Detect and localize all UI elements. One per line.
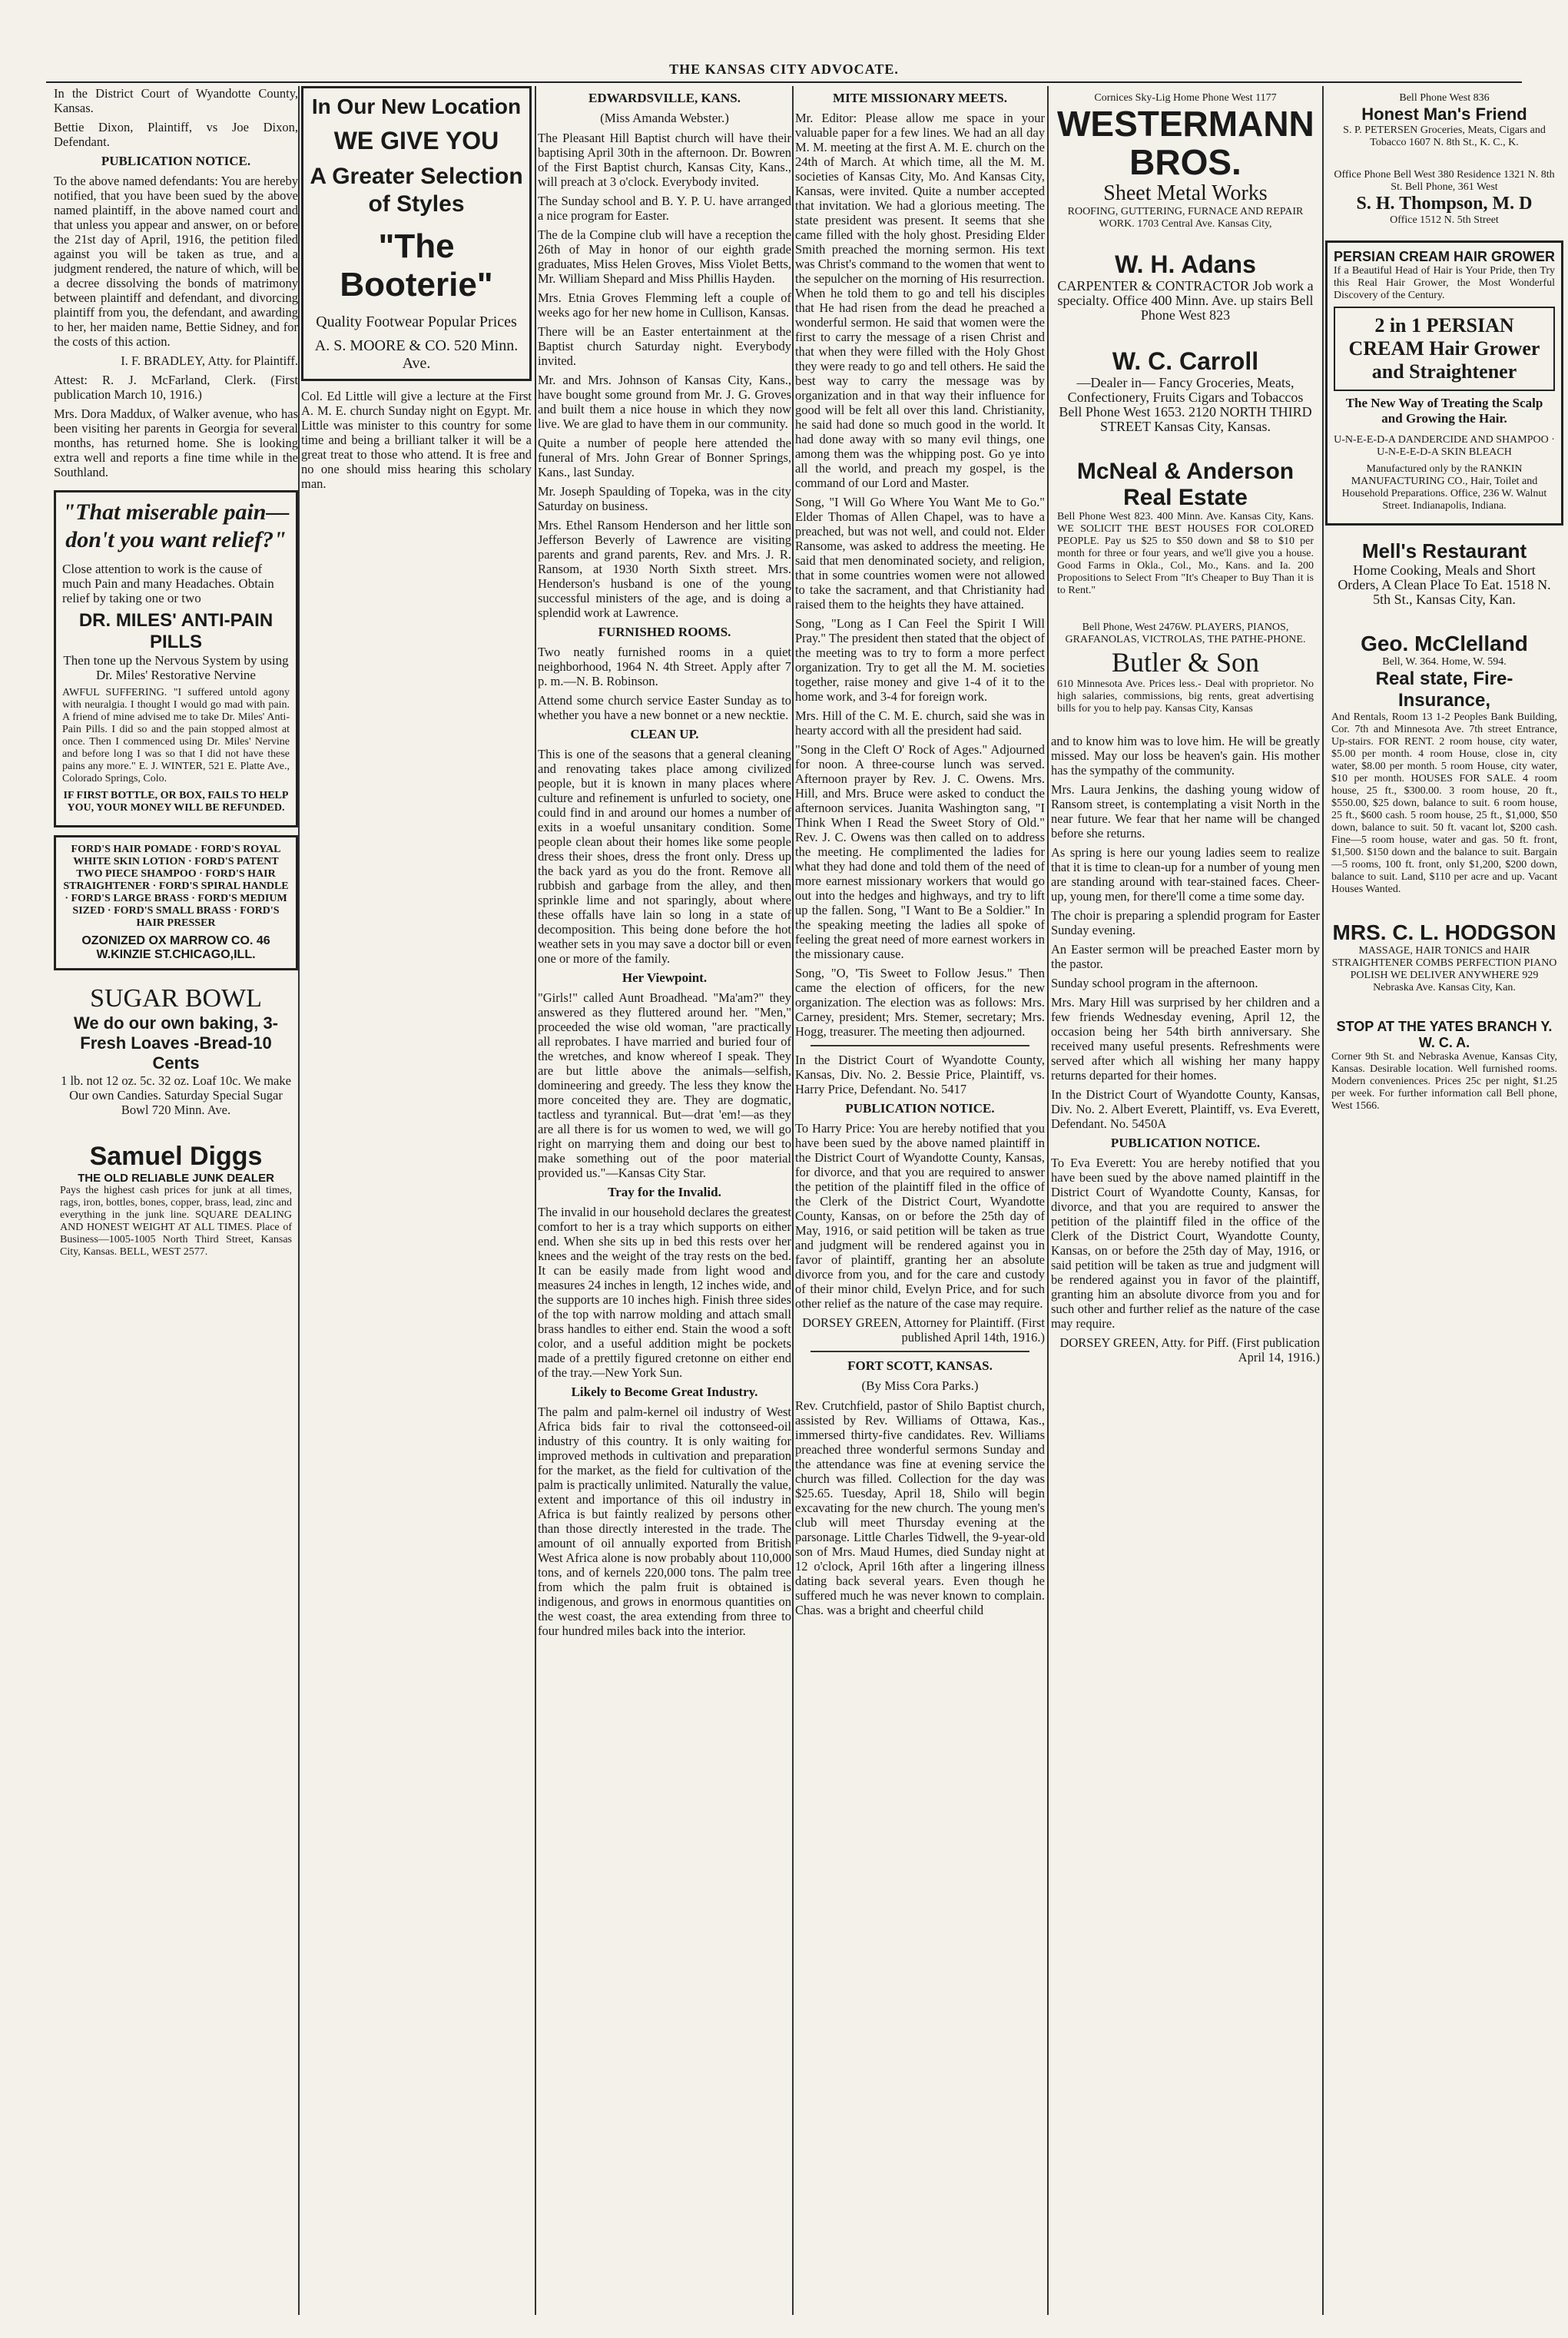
booterie-name: "The Booterie": [340, 227, 493, 303]
rankin-footer: Manufactured only by the RANKIN MANUFACTURING CO., Hair, Toilet and Household Preparations. Office, 236 W. Walnut Street. Indianapolis, Indiana.: [1341, 463, 1547, 512]
booterie-location: In Our New Location: [311, 95, 522, 118]
westermann-subtitle: Sheet Metal Works: [1103, 181, 1268, 205]
mcneal-details: Bell Phone West 823. 400 Minn. Ave. Kansas City, Kans. WE SOLICIT THE BEST HOUSES FOR COLORED PEOPLE. Pay us $25 to $50 down and $8 to $10 per month for three or four years, and we'll give you a house. Good Farms in Okla., Col., Mo., Kans. and Ia. 200 Propositions to Select From "It's Cheaper to Buy Than it is to Rent.": [1057, 511, 1314, 596]
suffering-testimonial: AWFUL SUFFERING. "I suffered untold agony with neuralgia. I thought I would go mad with pain. A friend of mine advised me to take Dr. Miles' Anti-Pain Pills. I did so and the pain stopped almost at once. Then I commenced using Dr. Miles' Nervine and before long I was so that I did not have these pains any more." E. J. WINTER, 521 E. Platte Ave., Colorado Springs, Colo.: [62, 687, 290, 784]
news-item: and to know him was to love him. He will be greatly missed. May our loss be heaven's gain. His mother has the sympathy of the community.: [1051, 734, 1320, 778]
notice-body: To the above named defendants: You are hereby notified, that you have been sued by the above named plaintiff, in the above named court and that unless you appear and answer, on or before the 21st day of April, 1916, the petition filed against you will be taken as true, and a judgment rendered, the nature of which, will be a decree dissolving the bonds of matrimony between plaintiff and defendant, and divorcing plaintiff from you, the defendant, and awarding to her, her maiden name, Bettie Sidney, and for the costs of this action.: [54, 174, 298, 349]
mells-name: Mell's Restaurant: [1361, 539, 1527, 562]
diggs-subtitle: THE OLD RELIABLE JUNK DEALER: [78, 1172, 274, 1185]
news-item: Mrs. Etnia Groves Flemming left a couple of weeks ago for her new home in Cullison, Kansas.: [538, 290, 791, 320]
news-item: An Easter sermon will be preached Easter morn by the pastor.: [1051, 942, 1320, 971]
mcneal-name: McNeal & Anderson Real Estate: [1076, 459, 1295, 510]
carroll-details: —Dealer in— Fancy Groceries, Meats, Confectionery, Fruits Cigars and Tobaccos Bell Phone West 1653. 2120 NORTH THIRD STREET Kansas City, Kansas.: [1059, 375, 1312, 434]
booterie-ad: [301, 86, 532, 381]
hodgson-details: MASSAGE, HAIR TONICS and HAIR STRAIGHTENER COMBS PERFECTION PIANO POLISH WE DELIVER ANYWHERE 929 Nebraska Ave. Kansas City, Kan.: [1331, 945, 1557, 993]
news-item: As spring is here our young ladies seem to realize that it is time to clean-up for a number of young men are standing around with tear-stained faces. Cheer-up, young men, for there'll come a time some day.: [1051, 845, 1320, 904]
court-heading: In the District Court of Wyandotte County, Kansas, Div. No. 2. Albert Everett, Plaintiff, vs. Eva Everett, Defendant. No. 5450A: [1051, 1087, 1320, 1131]
diggs-body: Pays the highest cash prices for junk at all times, rags, iron, bottles, bones, copper, brass, lead, zinc and everything in the junk line. SQUARE DEALING AND HONEST WEIGHT AT ALL TIMES. Place of Business—1005-1005 North Third Street, Kansas City, Kansas. BELL, WEST 2577.: [60, 1185, 292, 1258]
mells-details: Home Cooking, Meals and Short Orders, A Clean Place To Eat. 1518 N. 5th St., Kansas City, Kan.: [1338, 562, 1551, 607]
mite-title: MITE MISSIONARY MEETS.: [833, 91, 1007, 105]
mcclelland-phone: Bell, W. 364. Home, W. 594.: [1382, 656, 1507, 668]
fort-scott-body: Rev. Crutchfield, pastor of Shilo Baptist church, assisted by Rev. Williams of Ottawa, Kas., immersed thirty-five candidates. Rev. Williams preached three wonderful sermons Sunday and the attendance was fine at evening service the church was filled. Collection for the day was $25.65. Tuesday, April 18, Shilo will begin excavating for the new church. The young men's club will meet Thursday evening at the parsonage. Little Charles Tidwell, the 9-year-old son of Mrs. Maud Humes, died Sunday night at 12 o'clock, April 16th after a lingering illness dating back several years. Even though he suffered much he was never known to complain. Chas. was a bright and cheerful child: [795, 1398, 1045, 1617]
westermann-ad: [1051, 86, 1320, 237]
divider: [811, 1351, 1029, 1352]
news-item: Mr. and Mrs. Johnson of Kansas City, Kans., have bought some ground from Mr. J. G. Groves and built them a nice house in which they now live. We are glad to have them in our community.: [538, 373, 791, 431]
mite-body: "Song in the Cleft O' Rock of Ages." Adjourned for noon. A three-course lunch was served. Afternoon prayer by Rev. J. C. Owens. Mrs. Hill, and Mrs. Bruce were asked to conduct the afternoon services. Juanita Washington sang, "I Think When I Read the Sweet Story of Old." Rev. J. C. Owens was then called on to address the meeting. He complimented the ladies for what they had done and told them of the need of more earnest missionary workers that would go out into the hedges and highways, and try to lift up the fallen. Song, "I Want to Be a Soldier." In the speaking meeting the ladies all spoke of feeling the great need of more earnest workers in the missionary cause.: [795, 742, 1045, 961]
petersen-ad: [1325, 86, 1563, 155]
viewpoint-title: Her Viewpoint.: [622, 970, 708, 985]
pain-headline: "That miserable pain—don't you want relief?": [62, 499, 290, 552]
mcclelland-real-estate: Real state, Fire-Insurance,: [1375, 668, 1513, 711]
column-rule: [535, 86, 536, 2315]
news-item: Mr. Joseph Spaulding of Topeka, was in the city Saturday on business.: [538, 484, 791, 513]
notice-signature: I. F. BRADLEY, Atty. for Plaintiff.: [121, 353, 298, 368]
adams-name: W. H. Adans: [1115, 250, 1256, 278]
column-rule: [1322, 86, 1324, 2315]
mcclelland-ad: [1325, 625, 1563, 907]
clean-up-title: CLEAN UP.: [630, 727, 699, 741]
hodgson-ad: [1325, 914, 1563, 1005]
adams-details: CARPENTER & CONTRACTOR Job work a specialty. Office 400 Minn. Ave. up stairs Bell Phone West 823: [1057, 278, 1314, 323]
divider: [811, 1045, 1029, 1046]
case-parties: Bettie Dixon, Plaintiff, vs Joe Dixon, Defendant.: [54, 120, 298, 149]
westermann-name: WESTERMANN BROS.: [1057, 104, 1314, 182]
court-heading: In the District Court of Wyandotte County, Kansas, Div. No. 2. Bessie Price, Plaintiff, vs. Harry Price, Defendant. No. 5417: [795, 1053, 1045, 1096]
notice-title: PUBLICATION NOTICE.: [845, 1101, 995, 1116]
masthead: THE KANSAS CITY ADVOCATE.: [46, 61, 1522, 83]
butler-name: Butler & Son: [1111, 647, 1259, 678]
column-rule: [1047, 86, 1049, 2315]
sugar-subtitle: We do our own baking, 3-Fresh Loaves -Bread-10 Cents: [73, 1013, 279, 1073]
notice-title: PUBLICATION NOTICE.: [1110, 1136, 1261, 1150]
petersen-details: S. P. PETERSEN Groceries, Meats, Cigars and Tobacco 1607 N. 8th St., K. C., K.: [1343, 124, 1546, 148]
little-lecture: Col. Ed Little will give a lecture at the First A. M. E. church Sunday night on Egypt. Mr. Little was minister to this country for some time and being a brilliant talker it will be a great treat to those who attend. It is free and no one should miss hearing this scholary man.: [301, 389, 532, 491]
news-item: Mrs. Ethel Ransom Henderson and her little son Jefferson Beverly of Lawrence are visiting parents and grand parents, Rev. and Mrs. J. R. Ransom, at 1930 North Sixth street. Mrs. Henderson's husband is one of the young successful ministers of the age, and is doing a splendid work at Lawrence.: [538, 518, 791, 620]
news-item: The de la Compine club will have a reception the 26th of May in honor of our eighth grade graduates, Miss Helen Groves, Miss Violet Betts, Mr. William Shepard and Miss Phillis Hayden.: [538, 227, 791, 286]
hodgson-name: MRS. C. L. HODGSON: [1332, 920, 1556, 944]
adams-ad: [1051, 244, 1320, 333]
booterie-quality: Quality Footwear Popular Prices: [316, 313, 517, 330]
column-1: [54, 86, 298, 2315]
news-item: The choir is preparing a splendid program for Easter Sunday evening.: [1051, 908, 1320, 937]
diggs-name: Samuel Diggs: [89, 1142, 263, 1171]
fords-products: FORD'S HAIR POMADE · FORD'S ROYAL WHITE SKIN LOTION · FORD'S PATENT TWO PIECE SHAMPOO · FORD'S HAIR STRAIGHTENER · FORD'S SPIRAL HANDLE · FORD'S LARGE BRASS · FORD'S MEDIUM SIZED · FORD'S SMALL BRASS · FORD'S HAIR PRESSER: [63, 844, 289, 929]
column-3: [538, 86, 791, 2315]
fords-ad: [54, 835, 298, 970]
thompson-name: S. H. Thompson, M. D: [1356, 194, 1533, 214]
news-item: There will be an Easter entertainment at the Baptist church Saturday night. Everybody invited.: [538, 324, 791, 368]
notice-body: To Eva Everett: You are hereby notified that you have been sued by the above named plaintiff in the District Court of Wyandotte County, Kansas, for divorce, and that you are required to answer the petition of the plaintiff filed in the office of the Clerk of the District Court, Wyandotte County, Kansas, on or before the 25th day of May, 1916, or said petition will be taken as true and judgment will be rendered against you in favor of the plaintiff, granting him an absolute divorce from you and for such other and further relief as the nature of the case may require.: [1051, 1156, 1320, 1331]
industry-title: Likely to Become Great Industry.: [571, 1385, 758, 1399]
news-item: The Sunday school and B. Y. P. U. have arranged a nice program for Easter.: [538, 194, 791, 223]
persian-title: PERSIAN CREAM HAIR GROWER: [1334, 249, 1556, 264]
diggs-ad: [54, 1136, 298, 1269]
mite-body: Mrs. Hill of the C. M. E. church, said she was in hearty accord with all the president had said.: [795, 708, 1045, 738]
booterie-selection: A Greater Selection of Styles: [310, 164, 523, 217]
rooms-body: Two neatly furnished rooms in a quiet neighborhood, 1964 N. 4th Street. Apply after 7 p. m.—N. B. Robinson.: [538, 645, 791, 688]
booterie-address: A. S. MOORE & CO. 520 Minn. Ave.: [314, 337, 519, 372]
news-item: Quite a number of people here attended the funeral of Mrs. John Grear of Bonner Springs, Kans., last Sunday.: [538, 436, 791, 479]
rooms-title: FURNISHED ROOMS.: [598, 625, 731, 639]
westermann-top: Cornices Sky-Lig Home Phone West 1177: [1094, 92, 1277, 104]
mite-body: Song, "Long as I Can Feel the Spirit I Will Pray." The president then stated that the object of the meeting was to try to form a more perfect organization. Try to get all the M. M. societies together, raise money and give 1-4 of it to the home work, and 3-4 for foreign work.: [795, 616, 1045, 704]
church-note: Attend some church service Easter Sunday as to whether you have a new bonnet or a new necktie.: [538, 693, 791, 722]
sugar-details: 1 lb. not 12 oz. 5c. 32 oz. Loaf 10c. We make Our own Candies. Saturday Special Sugar Bowl 720 Minn. Ave.: [61, 1073, 291, 1117]
court-heading: In the District Court of Wyandotte County, Kansas.: [54, 86, 298, 115]
notice-signature: DORSEY GREEN, Atty. for Piff. (First publication April 14, 1916.): [1059, 1335, 1320, 1365]
notice-title: PUBLICATION NOTICE.: [101, 154, 251, 168]
fort-scott-title: FORT SCOTT, KANSAS.: [847, 1358, 993, 1373]
pills-body: Then tone up the Nervous System by using Dr. Miles' Restorative Nervine: [63, 653, 289, 682]
tray-body: The invalid in our household declares the greatest comfort to her is a tray which supports on either end. When she sits up in bed this rests over her knees and the weight of the tray rests on the bed. It can be easily made from light wood and measures 24 inches in length, 12 inches wide, and the supports are 10 inches high. Finish three sides of the top with narrow molding and attach small brass handles to either end. Stain the wood a soft color, and a useful addition might be pockets made of a prettily figured cretonne on either end of the tray.—New York Sun.: [538, 1205, 791, 1380]
mite-body: Song, "I Will Go Where You Want Me to Go." Elder Thomas of Allen Chapel, was to have a preached, but was not well, and could not. Elder Ransome, was asked to address the meeting. He said that men denominated society, and religion, that in some countries women were not allowed to take the sacrament, and that Christianity had raised them to the heights they have attained.: [795, 495, 1045, 612]
news-item: Mrs. Laura Jenkins, the dashing young widow of Ransom street, is contemplating a visit North in the near future. We fear that her name will be changed before she returns.: [1051, 782, 1320, 841]
news-item: The Pleasant Hill Baptist church will have their baptising April 30th in the afternoon. Dr. Bowren of the First Baptist church, Kansas City, Kans., will preach at 3 o'clock. Everybody invited.: [538, 131, 791, 189]
butler-details: 610 Minnesota Ave. Prices less.- Deal with proprietor. No high salaries, commissions, big rents, great advertising bills for you to help pay. Kansas City, Kansas: [1057, 678, 1314, 715]
persian-subtitle: If a Beautiful Head of Hair is Your Pride, then Try this Real Hair Grower, the Most Wonderful Discovery of the Century.: [1334, 265, 1555, 301]
thompson-ad: [1325, 163, 1563, 233]
butler-top: Bell Phone, West 2476W. PLAYERS, PIANOS, GRAFANOLAS, VICTROLAS, THE PATHE-PHONE.: [1065, 622, 1306, 645]
thompson-office: Office 1512 N. 5th Street: [1390, 214, 1499, 226]
carroll-name: W. C. Carroll: [1112, 347, 1259, 375]
clean-up-body: This is one of the seasons that a general cleaning and renovating takes place among civilized people, but it is known in many places where culture and refinement is unfurled to society, one could find in and around our homes a number of exits in a woeful unsanitary condition. Some people clean about their homes like some people dress their shoes, dress the front only. Dress up the back yard as you do the front. Remove all rubbish and garbage from the alley, and then sprinkle lime and not sparingly, about where these offalls have lain so long in a state of decomposition. This being done before the hot weather sets in you may save a doctor bill or even one or more of the family.: [538, 747, 791, 966]
sugar-title: SUGAR BOWL: [90, 984, 262, 1013]
mcneal-ad: [1051, 453, 1320, 608]
butler-ad: [1051, 615, 1320, 726]
viewpoint-body: "Girls!" called Aunt Broadhead. "Ma'am?" they answered as they fluttered around her. "Men," proceeded the wise old woman, "are practically all reprobates. I have married and buried four of the wretches, and know whereof I speak. They are but little above the animals—selfish, domineering and greedy. The less they know the more conceited they are. They are dogmatic, tactless and tyrannical. But—drat 'em!—as they are all there is for us women to wed, we will go right on marrying them and doing our best to make something out of the poor material provided us."—Kansas City Star.: [538, 990, 791, 1180]
petersen-phone: Bell Phone West 836: [1399, 92, 1490, 104]
industry-body: The palm and palm-kernel oil industry of West Africa bids fair to rival the cottonseed-oil industry of this country. It is only waiting for improved methods in cultivation and preparation for the market, as the field for cultivation of the palm is practically unlimited. Naturally the value, extent and importance of this oil industry in Africa is but faintly realized by persons other than those directly interested in the trade. The amount of oil annually exported from British West Africa alone is now probably about 110,000 tons, and of kernels 220,000 tons. The palm tree from which the palm fruit is obtained is indigenous, and grows in enormous quantities on the west coast, the area extending from three to four hundred miles back into the interior.: [538, 1404, 791, 1638]
fort-scott-byline: (By Miss Cora Parks.): [861, 1378, 979, 1393]
dandercide: U-N-E-E-D-A DANDERCIDE AND SHAMPOO · U-N-E-E-D-A SKIN BLEACH: [1334, 434, 1555, 458]
news-item: Sunday school program in the afternoon.: [1051, 976, 1258, 990]
pain-body: Close attention to work is the cause of much Pain and many Headaches. Obtain relief by taking one or two: [62, 562, 274, 605]
column-rule: [298, 86, 300, 2315]
column-4: [795, 86, 1045, 2315]
ywca-ad: [1325, 1013, 1563, 1123]
news-item: Mrs. Mary Hill was surprised by her children and a few friends Wednesday evening, April 12, the occasion being her 54th birth anniversary. She received many useful presents. Refreshments were served after which all wishing her many happy returns departed for their homes.: [1051, 995, 1320, 1083]
persian-logo: 2 in 1 PERSIAN CREAM Hair Grower and Straightener: [1334, 307, 1555, 391]
persian-cream-ad: [1325, 240, 1563, 526]
column-2: [301, 86, 532, 2315]
persian-tagline: The New Way of Treating the Scalp and Growing the Hair.: [1345, 396, 1543, 426]
mcclelland-listings: And Rentals, Room 13 1-2 Peoples Bank Building, Cor. 7th and Minnesota Ave. 7th street Entrance, Up-stairs. FOR RENT. 2 room house, city water, $5.00 per month. 4 room House, close in, city water, $8.00 per month. 5 room House, city water, $10 per month. HOUSES FOR SALE. 4 room house, 25 ft., $300.00. 3 room house, 20 ft., $550.00, $25 down, balance to suit. 6 room house, 25 ft., $600 cash. 5 room house, 25 ft., $1,000, $50 down, balance to suit. 50 ft. vacant lot, $200 cash. Fine—5 room house, water and gas. 50 ft. front, $1,500. $150 down and the balance to suit. Bargain—5 rooms, 100 ft. front, only $1,200, $200 down, balance to suit. Land, $110 per acre and up. Vacant Houses Wanted.: [1331, 711, 1557, 895]
dr-miles-ad: [54, 490, 298, 827]
maddux-item: Mrs. Dora Maddux, of Walker avenue, who has been visiting her parents in Georgia for several months, has returned home. She is looking extra well and reports a fine time while in the Southland.: [54, 406, 298, 479]
pills-title: DR. MILES' ANTI-PAIN PILLS: [78, 610, 273, 652]
ywca-title: STOP AT THE YATES BRANCH Y. W. C. A.: [1336, 1019, 1553, 1050]
attest: Attest: R. J. McFarland, Clerk. (First publication March 10, 1916.): [54, 373, 298, 402]
column-rule: [792, 86, 794, 2315]
notice-signature: DORSEY GREEN, Attorney for Plaintiff. (First published April 14th, 1916.): [802, 1315, 1045, 1345]
fords-company: OZONIZED OX MARROW CO. 46 W.KINZIE ST.CHICAGO,ILL.: [81, 934, 270, 961]
pills-guarantee: IF FIRST BOTTLE, OR BOX, FAILS TO HELP YOU, YOUR MONEY WILL BE REFUNDED.: [63, 790, 289, 814]
edwardsville-byline: (Miss Amanda Webster.): [600, 111, 729, 125]
ywca-details: Corner 9th St. and Nebraska Avenue, Kansas City, Kansas. Desirable location. Well furnished rooms. Modern conveniences. Prices 25c per night, $1.25 per week. For further information call Bell phone, West 1566.: [1331, 1051, 1557, 1112]
westermann-details: ROOFING, GUTTERING, FURNACE AND REPAIR WORK. 1703 Central Ave. Kansas City,: [1067, 206, 1304, 230]
column-6: [1325, 86, 1563, 2315]
tray-title: Tray for the Invalid.: [608, 1185, 721, 1199]
booterie-give: WE GIVE YOU: [333, 127, 499, 154]
carroll-ad: [1051, 341, 1320, 445]
mite-body: Mr. Editor: Please allow me space in your valuable paper for a few lines. We had an all day M. M. meeting at the first A. M. E. church on the 24th of March. At which time, all the M. M. societies of Kansas City, Mo. And Kansas City, Kansas, were invited. Quite a number accepted that invitation. We had a glorious meeting. The state president was present. It seems that she came filled with the holy ghost. Presiding Elder Smith preached the morning sermon. His text was Christ's command to the women that went to the sepulcher on the morning of His resurrection. When he told them to go and tell his disciples that He had risen from the dead he preached a wonderful sermon. He said that women were the first to carry the message of a risen Christ and that when they were filled with the Holy Ghost they were ready to go and tell others. He said the best way to carry the message was by organization and in that way their influence for good will be felt all over this land. Christianity, he said had done so much good in the world. It had done away with so many evil things, one among them was the whipping post. Go ye into all the world, and preach my gospel, is the command of our Lord and Master.: [795, 111, 1045, 490]
mite-body: Song, "O, 'Tis Sweet to Follow Jesus." Then came the election of officers, for the new organization. The election was as follows: Mrs. Carney, president; Mrs. Stemer, secretary; Mrs. Hogg, treasurer. The meeting then adjourned.: [795, 966, 1045, 1039]
sugar-bowl-ad: [54, 978, 298, 1128]
mcclelland-name: Geo. McClelland: [1361, 632, 1528, 655]
column-5: [1051, 86, 1320, 2315]
petersen-title: Honest Man's Friend: [1361, 104, 1527, 124]
mells-ad: [1325, 533, 1563, 618]
notice-body: To Harry Price: You are hereby notified that you have been sued by the above named plaintiff in the District Court of Wyandotte County, Kansas, for divorce, and that you are required to answer the petition of the plaintiff filed in the office of the Clerk of the District Court, Wyandotte County, Kansas, on or before the 25th day of May, 1916, or said petition will be taken as true and judgment will be rendered against you in favor of plaintiff, granting her an absolute divorce from you, and for the care and custody of their minor child, Evelyn Price, and for such other relief as the nature of the case may require.: [795, 1121, 1045, 1311]
edwardsville-title: EDWARDSVILLE, KANS.: [588, 91, 741, 105]
thompson-top: Office Phone Bell West 380 Residence 1321 N. 8th St. Bell Phone, 361 West: [1334, 169, 1555, 193]
